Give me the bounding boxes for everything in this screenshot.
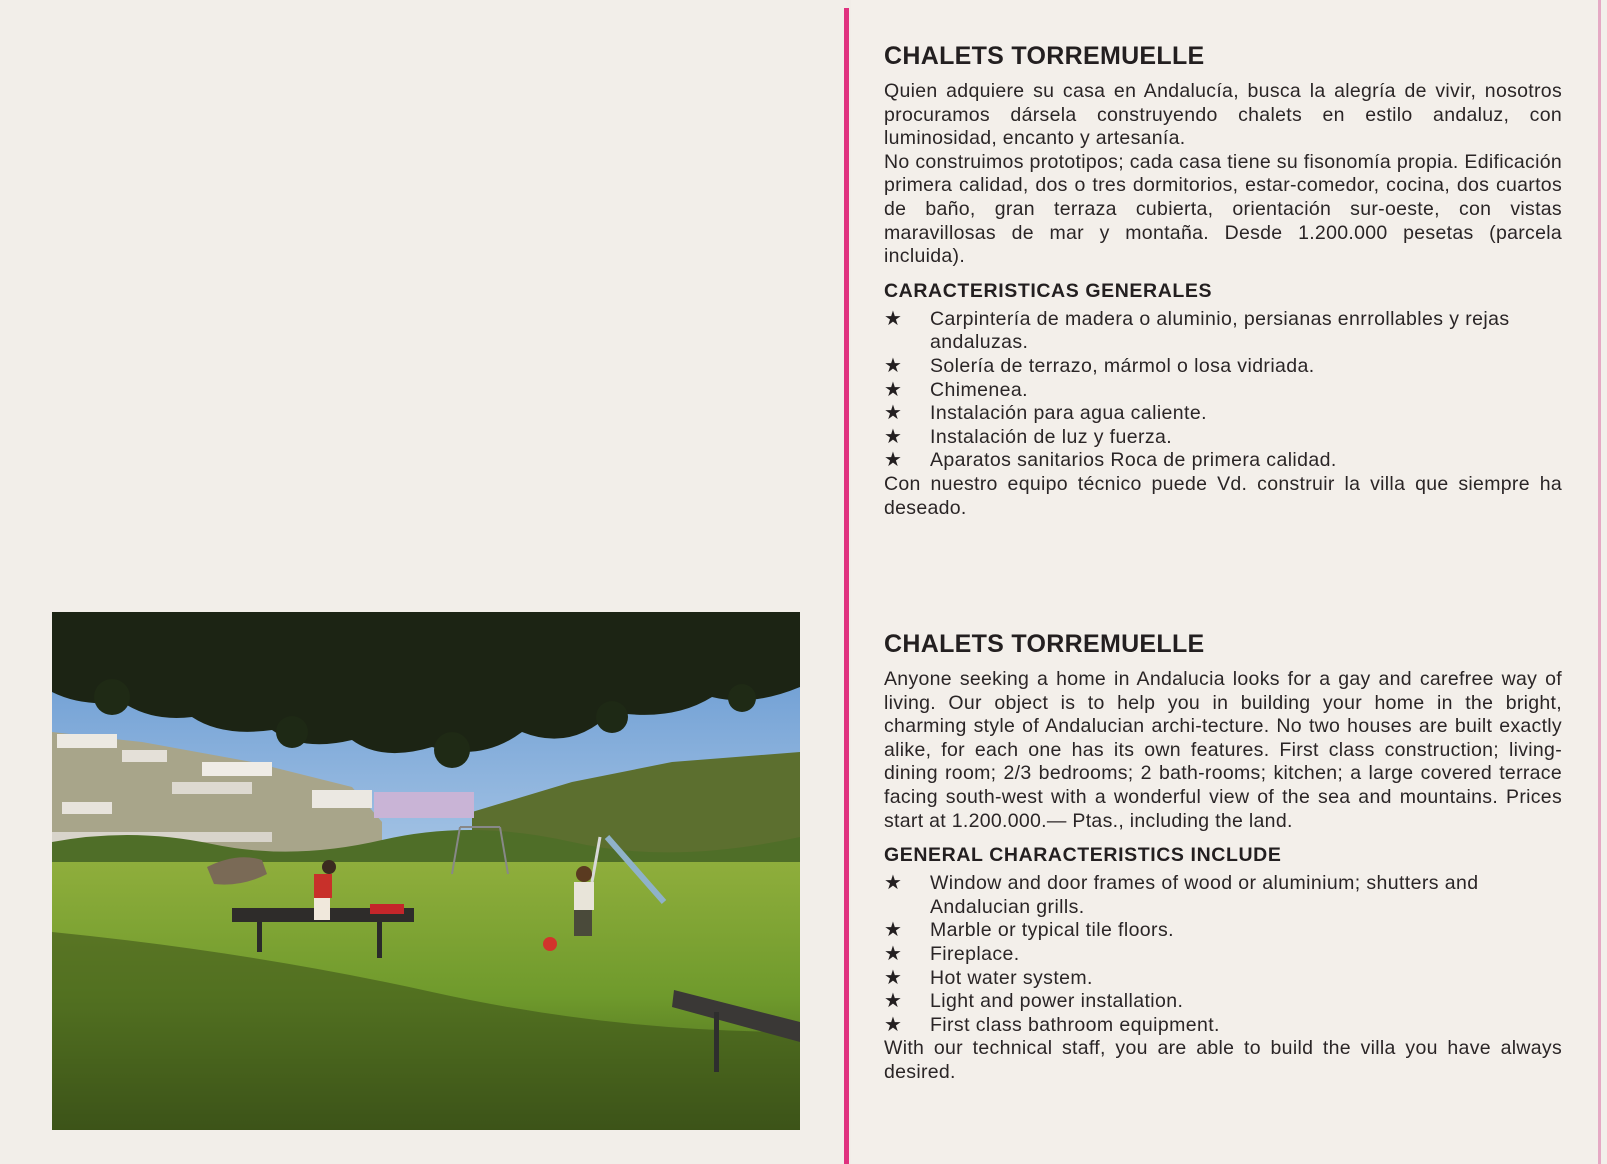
list-item <box>884 355 1562 379</box>
feature-text: Instalación para agua caliente. <box>930 402 1207 425</box>
spanish-features-list <box>884 308 1562 473</box>
house-purple <box>374 792 474 818</box>
list-item <box>884 379 1562 403</box>
star-icon: ★ <box>884 942 903 965</box>
english-intro-paragraph: Anyone seeking a home in Andalucia looks for a gay and carefree way of living. Our object is to help you in building your home in the bright, charming style of Andalucian archi-tecture. No two houses are built exactly alike, for each one has its own features. First class construction; living-dining room; 2/3 bedrooms; 2 bath-rooms; kitchen; a large covered terrace facing south-west with a wonderful view of the sea and mountains. Prices start at 1.200.000.— Ptas., including the land. <box>884 668 1562 832</box>
feature-text: Carpintería de madera o aluminio, persianas enrrollables y rejas andaluzas. <box>930 307 1510 354</box>
spanish-closing: Con nuestro equipo técnico puede Vd. construir la villa que siempre ha deseado. <box>884 472 1562 519</box>
child-legs <box>314 898 330 920</box>
child-head <box>576 866 592 882</box>
bench-leg <box>714 1012 719 1072</box>
star-icon: ★ <box>884 307 903 330</box>
feature-text: Marble or typical tile floors. <box>930 919 1174 942</box>
spanish-features-heading: CARACTERISTICAS GENERALES <box>884 279 1213 302</box>
star-icon: ★ <box>884 449 903 472</box>
leaf-clump <box>596 701 628 733</box>
list-item <box>884 1014 1562 1038</box>
bench-leg <box>377 922 382 958</box>
spanish-description-paragraph: No construimos prototipos; cada casa tiene su fisonomía propia. Edificación primera calidad, dos o tres dormitorios, estar-comedor, cocina, dos cuartos de baño, gran terraza cubierta, orientación sur-oeste, con vistas maravillosas de mar y montaña. Desde 1.200.000 pesetas (parcela incluida). <box>884 150 1562 268</box>
spanish-intro-paragraph: Quien adquiere su casa en Andalucía, busca la alegría de vivir, nosotros procuramos dársela construyendo chalets en estilo andaluz, con luminosidad, encanto y artesanía. <box>884 80 1562 150</box>
page-edge <box>1598 0 1601 1164</box>
star-icon: ★ <box>884 402 903 425</box>
feature-text: Aparatos sanitarios Roca de primera calidad. <box>930 449 1337 472</box>
list-item <box>884 402 1562 426</box>
spanish-title: CHALETS TORREMUELLE <box>884 42 1205 70</box>
house <box>57 734 117 748</box>
feature-text: Chimenea. <box>930 378 1028 401</box>
star-icon: ★ <box>884 990 903 1013</box>
list-item <box>884 872 1562 919</box>
feature-text: Fireplace. <box>930 942 1020 965</box>
star-icon: ★ <box>884 378 903 401</box>
english-features-heading: GENERAL CHARACTERISTICS INCLUDE <box>884 844 1282 867</box>
child-legs <box>574 910 592 936</box>
list-item <box>884 990 1562 1014</box>
feature-text: Solería de terrazo, mármol o losa vidriada. <box>930 354 1315 377</box>
list-item <box>884 449 1562 473</box>
english-closing: With our technical staff, you are able to build the villa you have always desired. <box>884 1037 1562 1083</box>
leaf-clump <box>728 684 756 712</box>
feature-text: Window and door frames of wood or aluminium; shutters and Andalucian grills. <box>930 872 1479 918</box>
leaf-clump <box>434 732 470 768</box>
page-divider <box>844 8 849 1164</box>
spanish-section <box>884 42 1562 520</box>
list-item <box>884 943 1562 967</box>
park-photo <box>52 612 800 1130</box>
ball <box>543 937 557 951</box>
list-item <box>884 919 1562 943</box>
english-section <box>884 630 1562 1085</box>
child-head <box>322 860 336 874</box>
red-jacket <box>370 904 404 914</box>
star-icon: ★ <box>884 919 903 942</box>
feature-text: Instalación de luz y fuerza. <box>930 425 1173 448</box>
house <box>62 802 112 814</box>
star-icon: ★ <box>884 425 903 448</box>
star-icon: ★ <box>884 1013 903 1036</box>
park-photo-illustration <box>52 612 800 1130</box>
house <box>172 782 252 794</box>
house <box>122 750 167 762</box>
english-title: CHALETS TORREMUELLE <box>884 630 1205 658</box>
list-item <box>884 967 1562 991</box>
feature-text: Hot water system. <box>930 966 1093 989</box>
english-features-list <box>884 872 1562 1037</box>
child-body <box>314 874 332 898</box>
child-body <box>574 882 594 910</box>
leaf-clump <box>94 679 130 715</box>
star-icon: ★ <box>884 354 903 377</box>
star-icon: ★ <box>884 966 903 989</box>
feature-text: Light and power installation. <box>930 990 1184 1013</box>
list-item <box>884 426 1562 450</box>
house <box>202 762 272 776</box>
star-icon: ★ <box>884 872 903 895</box>
house <box>312 790 372 808</box>
leaf-clump <box>276 716 308 748</box>
bench-leg <box>257 922 262 952</box>
list-item <box>884 308 1562 355</box>
feature-text: First class bathroom equipment. <box>930 1013 1220 1036</box>
